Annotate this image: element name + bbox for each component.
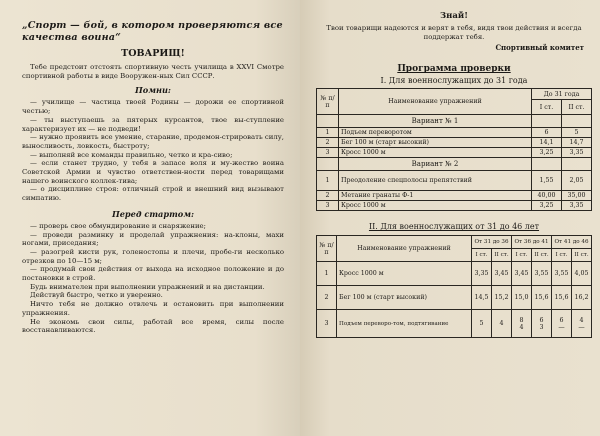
list-item: Ничто тебя не должно отвлечь и остановить при выполнении упражнения. bbox=[22, 300, 284, 317]
table2 bbox=[316, 235, 592, 338]
table-row bbox=[317, 310, 592, 338]
list-item: Будь внимателен при выполнении упражнений и на дистанции. bbox=[30, 282, 265, 291]
row-name: Кросс 1000 м bbox=[337, 262, 472, 286]
table-row bbox=[317, 262, 592, 286]
table-row bbox=[317, 201, 592, 211]
variant-2-label: Вариант № 2 bbox=[339, 158, 532, 171]
table1-col-num: № п/п bbox=[317, 89, 339, 115]
row-cat1: 3,25 bbox=[532, 201, 562, 211]
list-item: — о дисциплине строя: отличный строй и внешний вид вызывают симпатию. bbox=[22, 185, 284, 203]
before-start-heading: Перед стартом: bbox=[111, 208, 195, 219]
row-cat1: 1,55 bbox=[532, 171, 562, 191]
right-page bbox=[300, 0, 600, 436]
table2-col-cat2: II ст. bbox=[572, 249, 592, 262]
table2-age-2: От 36 до 41 bbox=[512, 236, 552, 249]
slogan bbox=[22, 20, 284, 44]
table2-age-1: От 31 до 36 bbox=[472, 236, 512, 249]
remember-heading: Помни: bbox=[135, 85, 171, 96]
row-cat1: 6 bbox=[532, 128, 562, 138]
table2-col-cat2: II ст. bbox=[532, 249, 552, 262]
list-item: — нужно проявить все умение, старание, продемон-стрировать силу, выносливость, ловкость, быстроту; bbox=[22, 133, 284, 150]
row-value: 14,5 bbox=[472, 286, 492, 310]
table2-col-cat2: II ст. bbox=[492, 249, 512, 262]
row-name: Бег 100 м (старт высокий) bbox=[337, 286, 472, 310]
comrades-heading: ТОВАРИЩ! bbox=[121, 48, 185, 59]
table1-col-age: До 31 года bbox=[532, 89, 592, 100]
row-num: 2 bbox=[317, 138, 339, 148]
intro-text: Тебе предстоит отстоять спортивную честь училища в XXVI Смотре спортивной работы в виде Вооружен-ных Сил СССР. bbox=[22, 63, 284, 80]
row-name: Кросс 1000 м bbox=[339, 201, 532, 211]
table-row bbox=[317, 286, 592, 310]
table-row bbox=[317, 191, 592, 201]
row-value-cell bbox=[512, 310, 532, 338]
row-value: 3,45 bbox=[512, 262, 532, 286]
before-start-list bbox=[22, 222, 284, 335]
row-name: Подъем переворотом bbox=[339, 128, 532, 138]
table1-col-cat1: I ст. bbox=[532, 100, 562, 115]
row-value-cell bbox=[532, 310, 552, 338]
row-value: — bbox=[558, 323, 565, 331]
table1-col-name: Наименование упражнений bbox=[339, 89, 532, 115]
signature: Спортивный комитет bbox=[495, 43, 584, 53]
row-value-cell bbox=[492, 310, 512, 338]
row-name: Подъем переворо-том, подтягивание bbox=[337, 310, 472, 338]
list-item: — если станет трудно, у тебя в запасе воля и му-жество воина Советской Армии и чувство ответствен-ности перед товарищами нашего воинского коллек-тива; bbox=[22, 159, 284, 185]
table2-col-name: Наименование упражнений bbox=[337, 236, 472, 262]
table2-age-3: От 41 до 46 bbox=[552, 236, 592, 249]
row-cat1: 40,00 bbox=[532, 191, 562, 201]
know-text: Твои товарищи надеются и верят в тебя, видя твои действия и всегда поддержат тебя. bbox=[326, 24, 582, 41]
row-num: 2 bbox=[317, 191, 339, 201]
row-value: 16,2 bbox=[572, 286, 592, 310]
table1 bbox=[316, 88, 592, 211]
table2-col-num: № п/п bbox=[317, 236, 337, 262]
row-cat2: 35,00 bbox=[562, 191, 592, 201]
row-value-top: 6 bbox=[559, 316, 564, 324]
table1-title: I. Для военнослужащих до 31 года bbox=[380, 76, 528, 86]
row-value: 4,05 bbox=[572, 262, 592, 286]
row-name: Кросс 1000 м bbox=[339, 148, 532, 158]
row-num: 1 bbox=[317, 262, 337, 286]
row-value-top: 4 bbox=[579, 316, 584, 324]
table-row bbox=[317, 138, 592, 148]
row-cat2: 14,7 bbox=[562, 138, 592, 148]
table2-col-cat1: I ст. bbox=[512, 249, 532, 262]
row-value-cell bbox=[572, 310, 592, 338]
row-value: 15,0 bbox=[512, 286, 532, 310]
slogan-line-2: качества воина“ bbox=[22, 32, 121, 43]
remember-list bbox=[22, 98, 284, 202]
row-value: 3,55 bbox=[532, 262, 552, 286]
list-item: — проведи разминку и проделай упражнения: на-клоны, махи ногами, приседания; bbox=[22, 230, 284, 248]
row-value-cell bbox=[472, 310, 492, 338]
list-item: — училище — частица твоей Родины — дорожи ее спортивной честью; bbox=[22, 98, 284, 116]
table-row bbox=[317, 148, 592, 158]
row-num: 1 bbox=[317, 128, 339, 138]
row-value: 15,6 bbox=[552, 286, 572, 310]
row-value: 15,2 bbox=[492, 286, 512, 310]
row-name: Бег 100 м (старт высокий) bbox=[339, 138, 532, 148]
row-value: 3,55 bbox=[552, 262, 572, 286]
row-num: 1 bbox=[317, 171, 339, 191]
row-value: 4 bbox=[499, 320, 504, 328]
row-cat2: 3,35 bbox=[562, 148, 592, 158]
variant-1-label: Вариант № 1 bbox=[339, 115, 532, 128]
row-cat2: 2,05 bbox=[562, 171, 592, 191]
row-value: 15,6 bbox=[532, 286, 552, 310]
list-item: Действуй быстро, четко и уверенно. bbox=[30, 291, 163, 300]
row-name: Метание гранаты Ф-1 bbox=[339, 191, 532, 201]
table2-title: II. Для военнослужащих от 31 до 46 лет bbox=[368, 222, 540, 232]
list-item: Не экономь свои силы, работай все время, силы после восстанавливаются. bbox=[22, 317, 284, 335]
slogan-line-1: „Спорт — бой, в котором проверяются все bbox=[22, 20, 283, 31]
row-value: 3 bbox=[539, 323, 544, 331]
list-item: — выполняй все команды правильно, четко и кра-сиво; bbox=[30, 150, 233, 159]
list-item: — проверь свое обмундирование и снаряжение; bbox=[30, 221, 206, 230]
row-value-top: 6 bbox=[539, 316, 544, 324]
list-item: — продумай свои действия от выхода на исходное положение и до постановки в строй. bbox=[22, 265, 284, 283]
table-row bbox=[317, 171, 592, 191]
row-value: 4 bbox=[519, 323, 524, 331]
table2-col-cat1: I ст. bbox=[472, 249, 492, 262]
table1-col-cat2: II ст. bbox=[562, 100, 592, 115]
row-num: 3 bbox=[317, 201, 339, 211]
row-value: 3,35 bbox=[472, 262, 492, 286]
know-heading: Знай! bbox=[440, 11, 468, 21]
row-num: 2 bbox=[317, 286, 337, 310]
table2-col-cat1: I ст. bbox=[552, 249, 572, 262]
row-value: — bbox=[578, 323, 585, 331]
row-value-top: 8 bbox=[519, 316, 524, 324]
row-cat1: 14,1 bbox=[532, 138, 562, 148]
row-value: 5 bbox=[479, 320, 484, 328]
row-cat1: 3,25 bbox=[532, 148, 562, 158]
row-name: Преодоление спецполосы препятствий bbox=[339, 171, 532, 191]
row-cat2: 5 bbox=[562, 128, 592, 138]
table-row bbox=[317, 128, 592, 138]
row-num: 3 bbox=[317, 310, 337, 338]
list-item: — разогрей кисти рук, голеностопы и плечи, пробе-ги несколько отрезков по 10—15 м; bbox=[22, 247, 284, 265]
row-value: 3,45 bbox=[492, 262, 512, 286]
row-value-cell bbox=[552, 310, 572, 338]
list-item: — ты выступаешь за пятерых курсантов, твое вы-ступление характеризует их — не подведи! bbox=[22, 115, 284, 133]
program-title: Программа проверки bbox=[397, 64, 511, 75]
row-num: 3 bbox=[317, 148, 339, 158]
row-cat2: 3,35 bbox=[562, 201, 592, 211]
